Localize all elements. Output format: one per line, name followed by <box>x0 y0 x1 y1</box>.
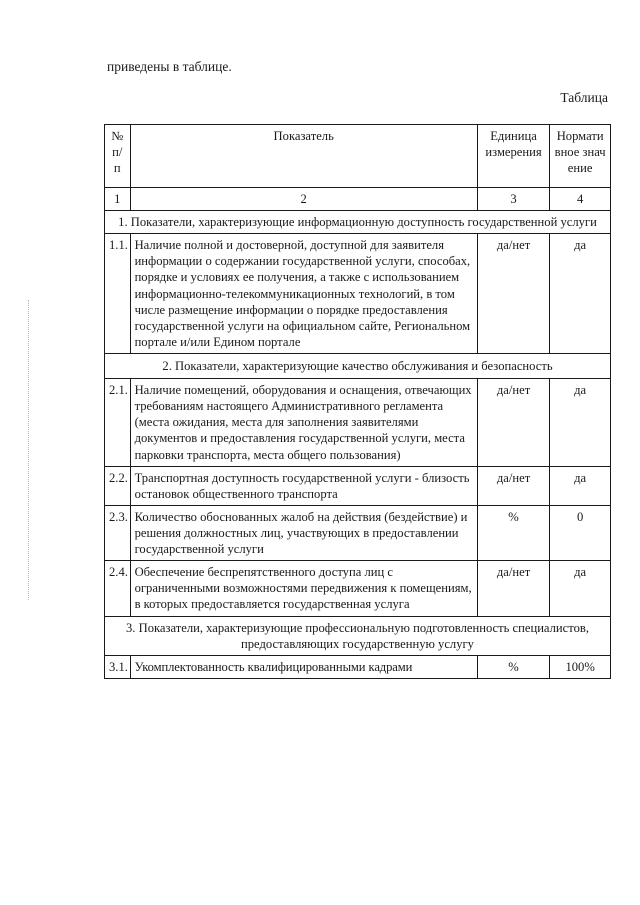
row-number: 2.1. <box>105 379 131 467</box>
column-index: 4 <box>550 188 611 211</box>
row-unit: % <box>477 655 549 678</box>
table-row <box>105 234 611 354</box>
header-norm: Нормативное значение <box>550 125 611 188</box>
row-unit: да/нет <box>477 234 549 354</box>
section-title: 1. Показатели, характеризующие информационную доступность государственной услуги <box>105 211 611 234</box>
row-indicator: Транспортная доступность государственной услуги - близость остановок общественного транспорта <box>130 466 477 505</box>
row-norm: да <box>550 379 611 467</box>
row-number: 2.4. <box>105 561 131 616</box>
table-row <box>105 655 611 678</box>
header-row <box>105 125 611 188</box>
row-indicator: Наличие полной и достоверной, доступной для заявителя информации о содержании государственной услуги, способах, порядке и условиях ее получения, а также с использованием информационно-телекоммуникационных технологий, в том числе размещение информации о порядке предоставления государственной услуги на официальном сайте, Региональном портале и/или Едином портале <box>130 234 477 354</box>
table-row <box>105 561 611 616</box>
section-title: 3. Показатели, характеризующие профессиональную подготовленность специалистов, предоставляющих государственную услугу <box>105 616 611 655</box>
table-caption: Таблица <box>560 90 608 105</box>
column-index-row <box>105 188 611 211</box>
row-indicator: Количество обоснованных жалоб на действия (бездействие) и решения должностных лиц, участвующих в предоставлении государственной услуги <box>130 505 477 560</box>
column-index: 3 <box>477 188 549 211</box>
row-indicator: Наличие помещений, оборудования и оснащения, отвечающих требованиям настоящего Административного регламента (места ожидания, места для заполнения заявителями документов и предоставления государственной услуги, места парковки транспорта, места общего пользования) <box>130 379 477 467</box>
row-unit: да/нет <box>477 561 549 616</box>
row-norm: да <box>550 561 611 616</box>
table-row <box>105 379 611 467</box>
indicators-table <box>104 124 611 679</box>
row-indicator: Обеспечение беспрепятственного доступа лиц с ограниченными возможностями передвижения к помещениям, в которых предоставляется государственная услуга <box>130 561 477 616</box>
section-row <box>105 353 611 378</box>
row-number: 2.3. <box>105 505 131 560</box>
row-indicator: Укомплектованность квалифицированными кадрами <box>130 655 477 678</box>
header-num: № п/п <box>105 125 131 188</box>
section-title: 2. Показатели, характеризующие качество обслуживания и безопасность <box>105 353 611 378</box>
row-unit: да/нет <box>477 379 549 467</box>
section-row <box>105 616 611 655</box>
section-row <box>105 211 611 234</box>
intro-text: приведены в таблице. <box>107 59 232 74</box>
table-row <box>105 505 611 560</box>
row-unit: да/нет <box>477 466 549 505</box>
header-unit: Единица измерения <box>477 125 549 188</box>
row-number: 3.1. <box>105 655 131 678</box>
table-row <box>105 466 611 505</box>
column-index: 2 <box>130 188 477 211</box>
row-unit: % <box>477 505 549 560</box>
scan-margin-marks <box>28 300 33 600</box>
header-indicator: Показатель <box>130 125 477 188</box>
column-index: 1 <box>105 188 131 211</box>
row-norm: да <box>550 466 611 505</box>
row-number: 2.2. <box>105 466 131 505</box>
row-norm: да <box>550 234 611 354</box>
row-norm: 100% <box>550 655 611 678</box>
row-number: 1.1. <box>105 234 131 354</box>
row-norm: 0 <box>550 505 611 560</box>
